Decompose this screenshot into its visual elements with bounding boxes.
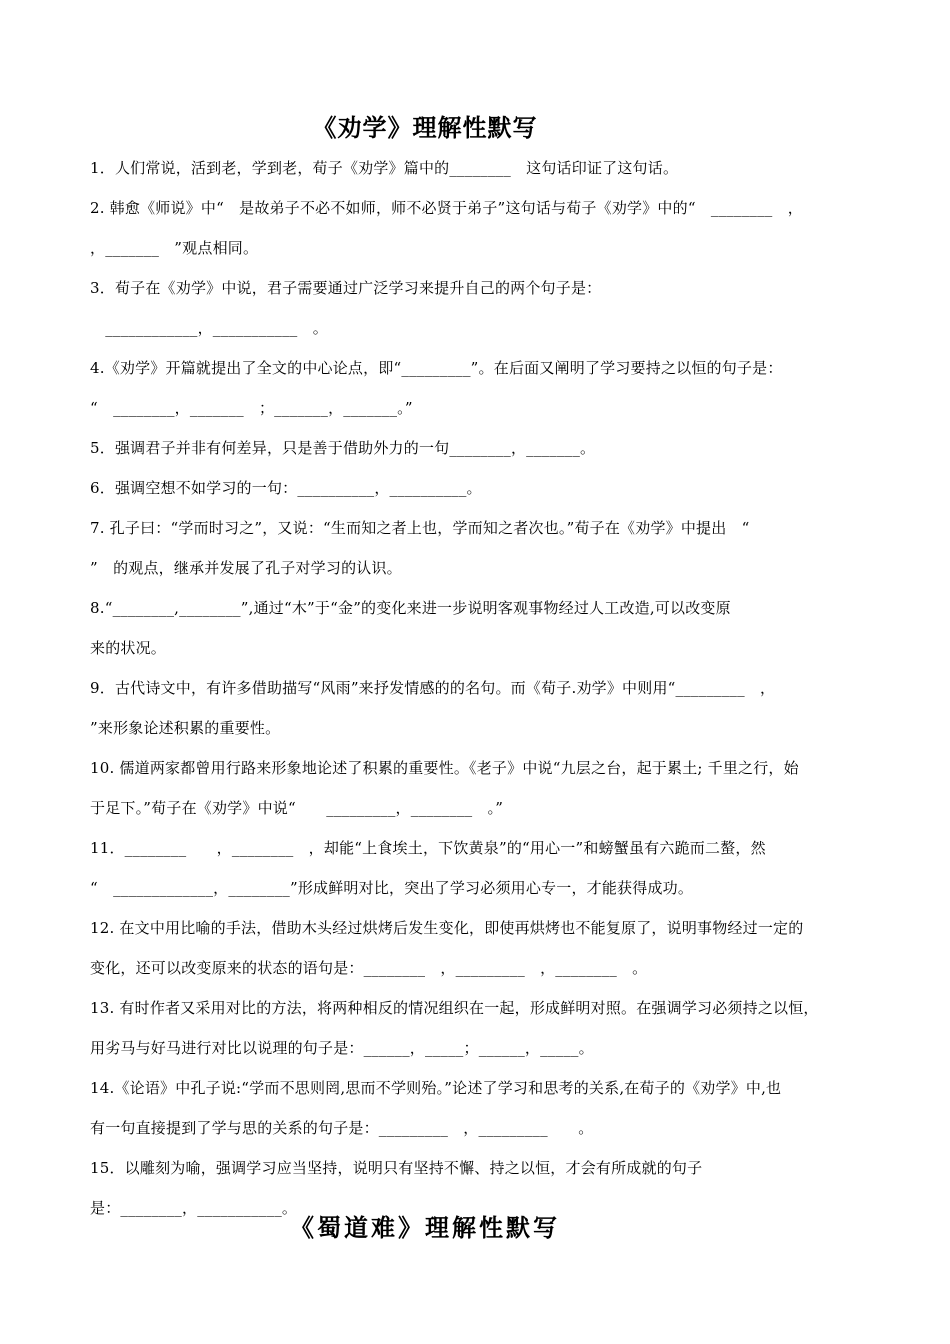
question-line: ____________，___________ 。	[90, 319, 328, 337]
question-line: 变化，还可以改变原来的状态的语句是：________ ，_________ ，________ 。	[90, 959, 648, 977]
question-line: 9．古代诗文中，有许多借助描写“风雨”来抒发情感的的名句。而《荀子.劝学》中则用“_________ ，	[90, 679, 776, 697]
question-line: 于足下。”荀子在《劝学》中说“ _________，________ 。”	[90, 799, 504, 817]
question-line: 2. 韩愈《师说》中“ 是故弟子不必不如师，师不必贤于弟子”这句话与荀子《劝学》中的“ ________ ，	[90, 199, 803, 217]
question-line: 3．荀子在《劝学》中说，君子需要通过广泛学习来提升自己的两个句子是：	[90, 279, 602, 297]
next-section-title: 《蜀道难》理解性默写	[290, 1213, 560, 1242]
question-line: 4.《劝学》开篇就提出了全文的中心论点，即“_________”。在后面又阐明了学习要持之以恒的句子是：	[90, 359, 783, 377]
question-line: 15．以雕刻为喻，强调学习应当坚持，说明只有坚持不懈、持之以恒，才会有所成就的句子	[90, 1159, 703, 1177]
question-line: 5．强调君子并非有何差异，只是善于借助外力的一句________，_______。	[90, 439, 596, 457]
question-line: ”来形象论述积累的重要性。	[90, 719, 281, 737]
question-line: 用劣马与好马进行对比以说理的句子是：______，_____；______，_____。	[90, 1039, 594, 1057]
question-line: ，_______ ”观点相同。	[90, 239, 259, 257]
question-line: 12. 在文中用比喻的手法，借助木头经过烘烤后发生变化，即使再烘烤也不能复原了，说明事物经过一定的	[90, 919, 804, 937]
question-line: 14.《论语》中孔子说:“学而不思则罔,思而不学则殆。”论述了学习和思考的关系,在荀子的《劝学》中,也	[90, 1079, 782, 1097]
question-line: 是：________，___________。	[90, 1199, 298, 1217]
question-line: 有一句直接提到了学与思的关系的句子是：_________ ，_________ 。	[90, 1119, 594, 1137]
question-line: 11．________ ，________ ，却能“上食埃土，下饮黄泉”的“用心一”和螃蟹虽有六跪而二螯，然	[90, 839, 766, 857]
question-line: “ ________，_______ ；_______，_______。”	[90, 399, 413, 417]
question-line: 来的状况。	[90, 639, 167, 657]
document-title: 《劝学》理解性默写	[312, 113, 538, 142]
question-line: 13. 有时作者又采用对比的方法，将两种相反的情况组织在一起，形成鲜明对照。在强调学习必须持之以恒，	[90, 999, 819, 1017]
question-line: 7. 孔子曰：“学而时习之”，又说：“生而知之者上也，学而知之者次也。”荀子在《劝学》中提出 “	[90, 519, 750, 537]
question-line: 10. 儒道两家都曾用行路来形象地论述了积累的重要性。《老子》中说“九层之台，起于累土; 千里之行，始	[90, 759, 799, 777]
question-line: 1．人们常说，活到老，学到老，荀子《劝学》篇中的________ 这句话印证了这句话。	[90, 159, 679, 177]
question-line: 8.“________,________”,通过“木”于“金”的变化来进一步说明客观事物经过人工改造,可以改变原	[90, 599, 731, 617]
question-line: 6．强调空想不如学习的一句：__________，__________。	[90, 479, 482, 497]
question-line: ” 的观点，继承并发展了孔子对学习的认识。	[90, 559, 402, 577]
question-line: “ _____________，________”形成鲜明对比，突出了学习必须用心专一，才能获得成功。	[90, 879, 694, 897]
